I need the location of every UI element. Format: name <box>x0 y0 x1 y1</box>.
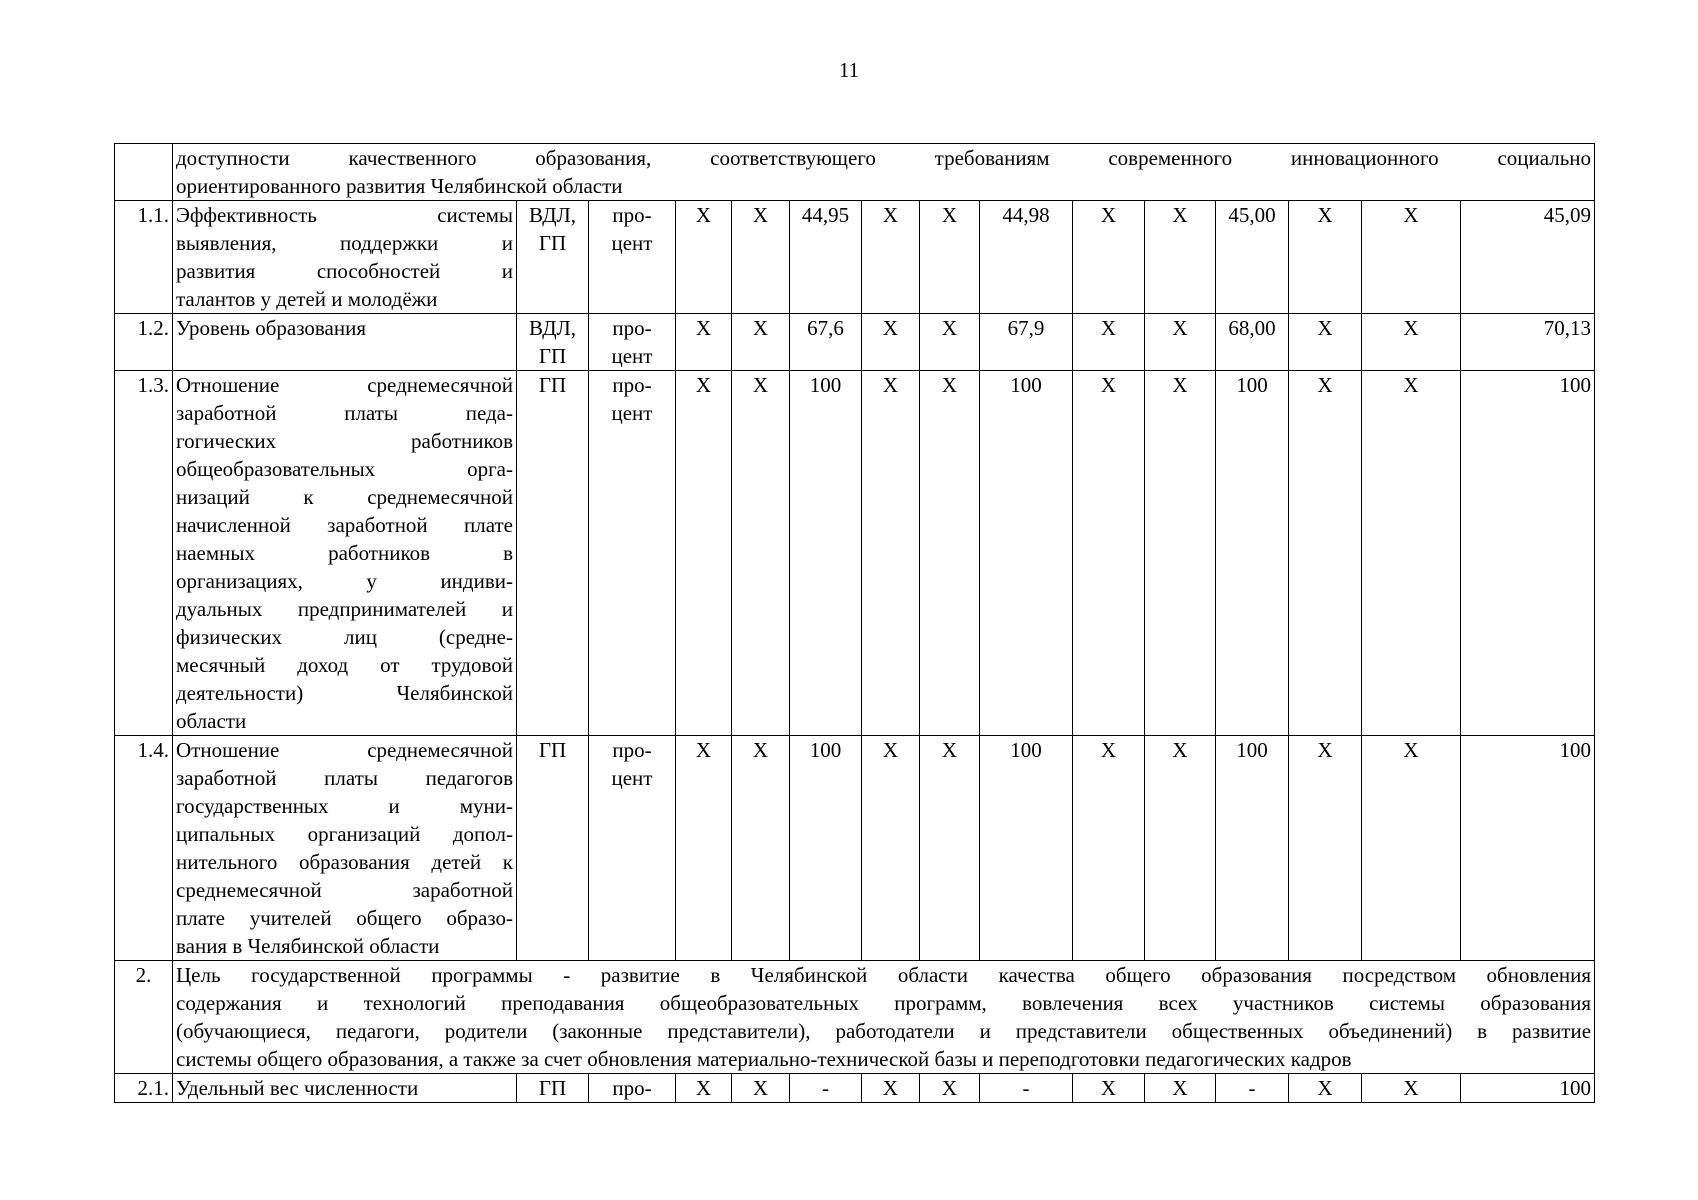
value-cell: Х <box>732 736 790 961</box>
value-cell: Х <box>1145 371 1216 736</box>
value-cell: 44,98 <box>980 201 1073 314</box>
value-cell: Х <box>862 736 920 961</box>
unit-cell <box>589 314 676 371</box>
value-cell: Х <box>1362 314 1461 371</box>
row-number-cell: 2.1. <box>115 1074 173 1103</box>
text-line: про- <box>612 373 652 397</box>
row-number-cell: 2. <box>115 961 173 1074</box>
value-cell: 67,6 <box>790 314 862 371</box>
value-cell: Х <box>920 314 980 371</box>
text-line: про- <box>612 203 652 227</box>
table-row-indicator <box>115 371 1595 736</box>
indicator-name-cell <box>173 314 517 371</box>
value-cell: 68,00 <box>1216 314 1289 371</box>
value-cell: 100 <box>1216 371 1289 736</box>
text-line: Отношение среднемесячной <box>176 738 513 762</box>
text-line: государственных и муни- <box>176 794 513 818</box>
text-line: области <box>176 709 247 733</box>
text-line: среднемесячной заработной <box>176 878 513 902</box>
text-line: ВДЛ, <box>528 316 577 340</box>
value-cell: Х <box>1145 201 1216 314</box>
text-line: цент <box>611 231 653 255</box>
value-cell: 70,13 <box>1461 314 1595 371</box>
basis-cell <box>517 1074 589 1103</box>
value-cell: - <box>790 1074 862 1103</box>
unit-cell <box>589 371 676 736</box>
text-line: ГП <box>538 231 567 255</box>
basis-cell <box>517 314 589 371</box>
value-cell: Х <box>920 736 980 961</box>
text-line: плате учителей общего образо- <box>176 906 513 930</box>
value-cell: Х <box>1362 201 1461 314</box>
table-row-goal <box>115 961 1595 1074</box>
row-number-cell: 1.2. <box>115 314 173 371</box>
value-cell: 100 <box>1461 371 1595 736</box>
text-line: содержания и технологий преподавания общеобразовательных программ, вовлечения всех участников системы образования <box>176 991 1592 1015</box>
unit-cell <box>589 1074 676 1103</box>
value-cell: Х <box>1073 201 1145 314</box>
text-line: заработной платы педа- <box>176 401 513 425</box>
value-cell: Х <box>1289 736 1362 961</box>
text-line: нительного образования детей к <box>176 850 513 874</box>
value-cell: 45,00 <box>1216 201 1289 314</box>
indicator-name-cell <box>173 371 517 736</box>
table-row-indicator <box>115 1074 1595 1103</box>
table-row-indicator <box>115 314 1595 371</box>
value-cell: Х <box>732 371 790 736</box>
value-cell: 100 <box>790 736 862 961</box>
value-cell: Х <box>1145 314 1216 371</box>
table-row-indicator <box>115 201 1595 314</box>
row-number-cell: 1.4. <box>115 736 173 961</box>
table-row-indicator <box>115 736 1595 961</box>
value-cell: 100 <box>1216 736 1289 961</box>
value-cell: Х <box>676 371 732 736</box>
value-cell: Х <box>676 1074 732 1103</box>
value-cell: Х <box>1362 371 1461 736</box>
value-cell: 45,09 <box>1461 201 1595 314</box>
text-line: Отношение среднемесячной <box>176 373 513 397</box>
row-number-cell: 1.1. <box>115 201 173 314</box>
text-line: цент <box>611 766 653 790</box>
value-cell: Х <box>920 201 980 314</box>
value-cell: Х <box>862 371 920 736</box>
value-cell: Х <box>1289 1074 1362 1103</box>
value-cell: Х <box>1145 736 1216 961</box>
text-line: про- <box>612 738 652 762</box>
intro-line: доступности качественного образования, соответствующего требованиям современного инновационного социально <box>176 146 1592 170</box>
page-number: 11 <box>838 58 860 82</box>
text-line: месячный доход от трудовой <box>176 653 513 677</box>
intro-line: ориентированного развития Челябинской области <box>176 174 623 198</box>
text-line: начисленной заработной плате <box>176 513 513 537</box>
indicators-table <box>114 143 1595 1103</box>
value-cell: Х <box>862 201 920 314</box>
value-cell: Х <box>676 736 732 961</box>
text-line: про- <box>612 316 652 340</box>
value-cell: 100 <box>980 736 1073 961</box>
unit-cell <box>589 201 676 314</box>
unit-cell <box>589 736 676 961</box>
text-line: развития способностей и <box>176 259 513 283</box>
text-line: организациях, у индиви- <box>176 569 513 593</box>
value-cell: Х <box>1073 371 1145 736</box>
text-line: вания в Челябинской области <box>176 934 440 958</box>
text-line: ГП <box>538 1076 567 1100</box>
value-cell: 100 <box>790 371 862 736</box>
value-cell: 100 <box>980 371 1073 736</box>
value-cell: Х <box>732 201 790 314</box>
value-cell: Х <box>920 1074 980 1103</box>
intro-text-cell <box>173 144 1595 201</box>
basis-cell <box>517 201 589 314</box>
text-line: ГП <box>538 344 567 368</box>
text-line: ГП <box>538 738 567 762</box>
value-cell: Х <box>676 314 732 371</box>
value-cell: Х <box>1289 314 1362 371</box>
value-cell: Х <box>1362 1074 1461 1103</box>
value-cell: Х <box>1362 736 1461 961</box>
text-line: физических лиц (средне- <box>176 625 513 649</box>
value-cell: 100 <box>1461 736 1595 961</box>
value-cell: 44,95 <box>790 201 862 314</box>
text-line: Удельный вес численности <box>176 1076 419 1100</box>
value-cell: Х <box>1073 314 1145 371</box>
text-line: Цель государственной программы - развитие в Челябинской области качества общего образования посредством обновления <box>176 963 1592 987</box>
value-cell: Х <box>1289 201 1362 314</box>
text-line: низаций к среднемесячной <box>176 485 513 509</box>
text-line: наемных работников в <box>176 541 513 565</box>
value-cell: Х <box>1145 1074 1216 1103</box>
text-line: общеобразовательных орга- <box>176 457 513 481</box>
value-cell: Х <box>1289 371 1362 736</box>
text-line: ципальных организаций допол- <box>176 822 513 846</box>
value-cell: Х <box>920 371 980 736</box>
value-cell: 67,9 <box>980 314 1073 371</box>
value-cell: - <box>980 1074 1073 1103</box>
basis-cell <box>517 371 589 736</box>
table-row-intro <box>115 144 1595 201</box>
indicator-name-cell <box>173 201 517 314</box>
value-cell: Х <box>862 314 920 371</box>
indicator-name-cell <box>173 1074 517 1103</box>
text-line: дуальных предпринимателей и <box>176 597 513 621</box>
basis-cell <box>517 736 589 961</box>
value-cell: Х <box>676 201 732 314</box>
row-number-cell <box>115 144 173 201</box>
row-number-cell: 1.3. <box>115 371 173 736</box>
text-line: (обучающиеся, педагоги, родители (законные представители), работодатели и представители общественных объединений) в развитие <box>176 1019 1592 1043</box>
text-line: ВДЛ, <box>528 203 577 227</box>
text-line: ГП <box>538 373 567 397</box>
value-cell: - <box>1216 1074 1289 1103</box>
value-cell: Х <box>1073 736 1145 961</box>
text-line: талантов у детей и молодёжи <box>176 287 438 311</box>
value-cell: Х <box>732 314 790 371</box>
text-line: заработной платы педагогов <box>176 766 513 790</box>
text-line: выявления, поддержки и <box>176 231 513 255</box>
text-line: про- <box>612 1076 652 1100</box>
text-line: цент <box>611 401 653 425</box>
value-cell: Х <box>862 1074 920 1103</box>
text-line: Эффективность системы <box>176 203 513 227</box>
indicator-name-cell <box>173 736 517 961</box>
text-line: Уровень образования <box>176 316 366 340</box>
text-line: системы общего образования, а также за счет обновления материально-технической базы и переподготовки педагогических кадров <box>176 1047 1352 1071</box>
text-line: деятельности) Челябинской <box>176 681 513 705</box>
goal-text-cell <box>173 961 1595 1074</box>
text-line: цент <box>611 344 653 368</box>
value-cell: Х <box>1073 1074 1145 1103</box>
value-cell: 100 <box>1461 1074 1595 1103</box>
text-line: гогических работников <box>176 429 513 453</box>
value-cell: Х <box>732 1074 790 1103</box>
